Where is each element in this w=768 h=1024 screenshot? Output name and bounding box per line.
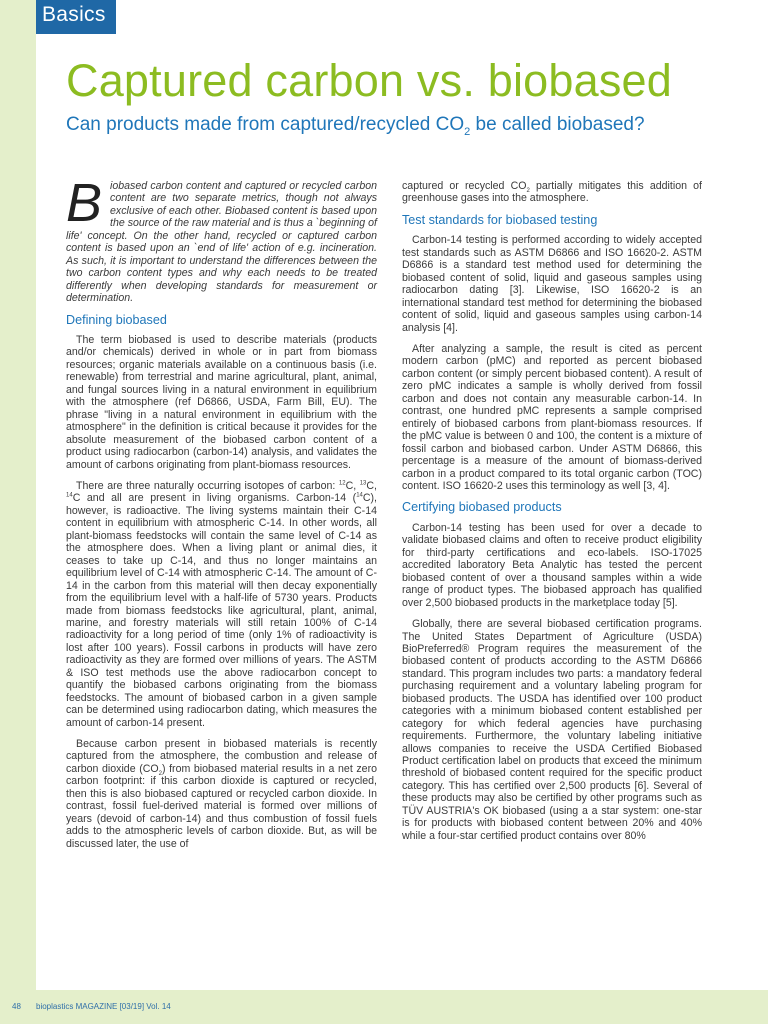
text: There are three naturally occurring isotopes of carbon:	[76, 479, 339, 492]
text: partially mitigates this addition of greenhouse gases into the atmosphere.	[402, 180, 702, 205]
text: C), however, is radioactive. The living systems maintain their C-14 content in equilibrium with atmospheric C-14. In other words, all plant-biomass feedstocks will contain the same level of C-14 as the atmosphere does. When a living plant or animal dies, it ceases to take up C-14, and thus no longer maintains an equilibrium level of C-14 with atmospheric C-14. The amount of C-14 in the carbon from this material will then decay exponentially from the equilibrium level with a half-life of 5730 years. Products made from biomass feedstocks like agricultural, plant, animal, marine, and forestry materials will still retain 100% of C-14 radioactivity for a long period of time (only 1% of radioactivity is lost after 100 years). Fossil carbons in products will have zero radioactivity as they are formed over millions of years. The ASTM & ISO test methods use the above radiocarbon concept to quantify the biobased carbons originating from the biomass feedstocks. The amount of biobased carbon in a given sample can be determined using radiocarbon dating, which measures the amount of carbon-14 present.	[66, 492, 377, 729]
heading-defining-biobased: Defining biobased	[66, 312, 167, 327]
text: C,	[366, 479, 377, 492]
intro-text: iobased carbon content and captured or recycled carbon content are two separate metrics, though not always exclusive of each other. Biobased content is based upon the source of the raw material and is thus a `beginning of life' concept. On the other hand, recycled or captured carbon content is based upon an `end of life' action of e.g. incineration. As such, it is important to understand the differences between the two carbon content types and why each needs to be treated differently when developing standards for measurement or determination.	[66, 180, 377, 305]
paragraph-continued	[402, 180, 702, 205]
paragraph: The term biobased is used to describe materials (products and/or chemicals) derived in whole or in part from biomass resources; organic materials available on a continuous basis (i.e. renewable) from terrestrial and marine agricultural, plant, animal, and fungal sources living in a natural environment in equilibrium with the atmosphere (ref D6866, USDA, Farm Bill, EU). The phrase "living in a natural environment in equilibrium with the atmosphere" in the definition is critical because it provides for the absolute measurement of the biobased carbon content of a product using radiocarbon (carbon-14) analysis, and validates the amount of carbons originating from plant-biomass resources.	[66, 333, 377, 471]
paragraph: Carbon-14 testing has been used for over a decade to validate biobased claims and often to receive product eligibility for third-party certifications and eco-labels. ISO-17025 accredited laboratory Beta Analytic has tested the percent biobased content of over a thousand samples within a wide range of product types. The biobased approach has qualified over 2,500 biobased products in the marketplace today [5].	[402, 521, 702, 609]
section-tab	[36, 0, 116, 34]
dropcap: B	[66, 173, 103, 233]
magazine-issue: bioplastics MAGAZINE [03/19] Vol. 14	[36, 1002, 171, 1011]
subtitle-subscript: 2	[464, 125, 471, 138]
paragraph: Globally, there are several biobased certification programs. The United States Department of Agriculture (USDA) BioPreferred® Program requires the measurement of the biobased content of products according to the ASTM D6866 standard. This program includes two parts: a mandatory federal purchasing requirement and a voluntary labeling program for biobased products. The USDA has identified over 100 product categories with a minimum biobased content established per category for which federal agencies have purchasing requirements. Furthermore, the voluntary labeling initiative allows companies to receive the USDA Certified Biobased Product certification label on products that exceed the minimum threshold of biobased content required for the specific product category. This has certified over 2,500 products [6]. Several of these products may also be certified by other programs such as TÜV AUSTRIA's OK biobased (using a a star system: one-star is for products with biobased content between 20% and 40% while a four-star certified product contains over 80%	[402, 618, 702, 842]
paragraph: Carbon-14 testing is performed according to widely accepted test standards such as ASTM D6866 and ISO 16620-2. ASTM D6866 is a standard test method used for determining the biobased content of solid, liquid and gaseous samples using radiocarbon dating [3]. Likewise, ISO 16620-2 is an international standard test method for determining the biobased content of solid, liquid and gaseous samples using carbon-14 analysis [4].	[402, 234, 702, 334]
subtitle-text: Can products made from captured/recycled CO	[66, 114, 465, 135]
heading-test-standards: Test standards for biobased testing	[402, 212, 598, 227]
heading-certifying: Certifying biobased products	[402, 500, 562, 515]
page-number: 48	[12, 1002, 21, 1011]
superscript: 14	[66, 492, 73, 499]
paragraph: After analyzing a sample, the result is cited as percent modern carbon (pMC) and reported as percent biobased carbon content (or simply percent biobased content). A result of zero pMC indicates a sample is wholly derived from fossil carbon and does not contain any measurable carbon-14. In contrast, one hundred pMC represents a sample comprised entirely of biobased carbons from plant-biomass resources. If the pMC value is between 0 and 100, the content is a mixture of fossil carbon and biobased carbon. Under ASTM D6866, this percentage is a measure of the amount of biomass-derived carbon in a product compared to its total organic carbon (TOC) content. ISO 16620-2 uses this terminology as well [3, 4].	[402, 342, 702, 492]
subscript: 2	[526, 188, 530, 195]
article-title: Captured carbon vs. biobased	[66, 55, 672, 106]
subscript: 2	[158, 771, 162, 778]
article-subtitle	[66, 114, 645, 138]
text: C,	[345, 479, 360, 492]
subtitle-text-end: be called biobased?	[470, 114, 645, 135]
text: captured or recycled CO	[402, 180, 527, 192]
intro-paragraph	[66, 173, 377, 305]
text: Because carbon present in biobased materials is recently captured from the atmosphere, the combustion and release of carbon dioxide (CO	[66, 738, 377, 775]
right-column	[402, 180, 702, 851]
superscript: 12	[338, 480, 346, 487]
left-column	[66, 173, 377, 859]
superscript: 13	[359, 480, 367, 487]
text: C and all are present in living organisms. Carbon-14 (	[72, 492, 357, 505]
text: ) from biobased material results in a net zero carbon footprint: if this carbon dioxide is captured or recycled, then this is also biobased captured or recycled carbon dioxide. In contrast, fossil fuel-derived material is formed over millions of years (devoid of carbon-14) and thus combustion of fossil fuels adds to the atmospheric levels of carbon dioxide. But, as will be discussed later, the use of	[66, 762, 377, 850]
paragraph-combustion	[66, 738, 377, 850]
section-label: Basics	[42, 3, 106, 26]
page-footer	[0, 996, 768, 1024]
paragraph-isotopes	[66, 480, 377, 729]
superscript: 14	[356, 492, 363, 499]
